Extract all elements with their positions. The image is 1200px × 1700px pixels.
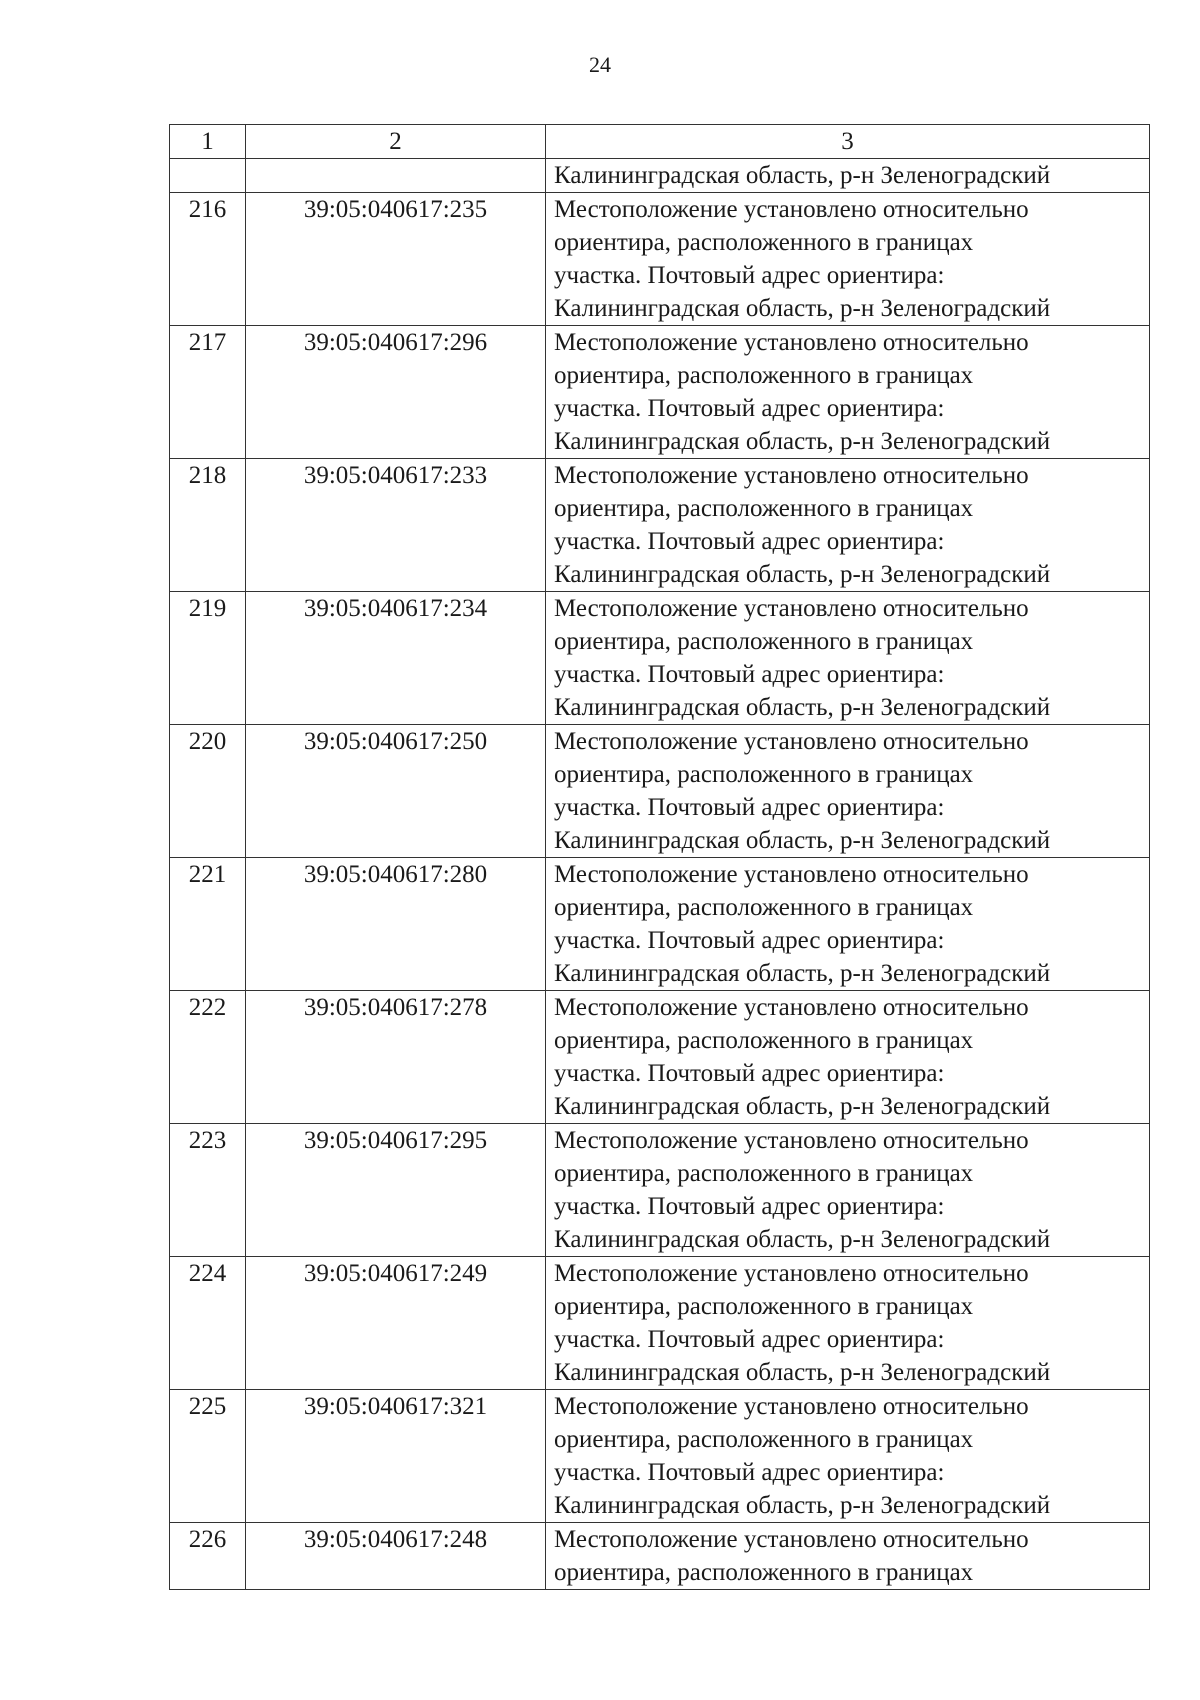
row-number-cell: 222	[170, 991, 246, 1124]
address-cell	[546, 991, 1150, 1124]
address-line: Местоположение установлено относительно	[554, 196, 1029, 223]
address-cell	[546, 1390, 1150, 1523]
address-line: Местоположение установлено относительно	[554, 1127, 1029, 1154]
address-cell	[546, 725, 1150, 858]
row-number-cell: 220	[170, 725, 246, 858]
address-cell	[546, 326, 1150, 459]
address-line: ориентира, расположенного в границах	[554, 229, 974, 256]
address-line: Калининградская область, р-н Зеленоградский	[554, 960, 1051, 987]
address-line: участка. Почтовый адрес ориентира:	[554, 927, 945, 954]
cadastral-number-cell: 39:05:040617:234	[246, 592, 546, 725]
address-line: Калининградская область, р-н Зеленоградский	[554, 162, 1051, 189]
row-number-cell: 225	[170, 1390, 246, 1523]
table-row-continued	[170, 159, 1150, 193]
row-number-cell: 223	[170, 1124, 246, 1257]
address-line: ориентира, расположенного в границах	[554, 1293, 974, 1320]
cadastral-number-cell: 39:05:040617:233	[246, 459, 546, 592]
cadastral-number-cell: 39:05:040617:249	[246, 1257, 546, 1390]
cadastral-number-cell: 39:05:040617:296	[246, 326, 546, 459]
row-number-cell: 224	[170, 1257, 246, 1390]
address-line: участка. Почтовый адрес ориентира:	[554, 528, 945, 555]
table-header-row	[170, 125, 1150, 159]
cadastral-number-cell: 39:05:040617:250	[246, 725, 546, 858]
address-line: участка. Почтовый адрес ориентира:	[554, 262, 945, 289]
table-row	[170, 459, 1150, 592]
parcel-table	[169, 124, 1150, 1590]
cadastral-number-cell: 39:05:040617:278	[246, 991, 546, 1124]
address-line: ориентира, расположенного в границах	[554, 1160, 974, 1187]
address-line: участка. Почтовый адрес ориентира:	[554, 1326, 945, 1353]
address-line: ориентира, расположенного в границах	[554, 761, 974, 788]
address-line: Местоположение установлено относительно	[554, 1526, 1029, 1553]
row-number-cell: 217	[170, 326, 246, 459]
cadastral-number-cell: 39:05:040617:321	[246, 1390, 546, 1523]
address-cell	[546, 459, 1150, 592]
address-cell	[546, 159, 1150, 193]
address-line: Калининградская область, р-н Зеленоградский	[554, 1359, 1051, 1386]
address-line: ориентира, расположенного в границах	[554, 628, 974, 655]
address-line: участка. Почтовый адрес ориентира:	[554, 661, 945, 688]
address-cell	[546, 1523, 1150, 1590]
row-number-cell: 218	[170, 459, 246, 592]
table-row	[170, 858, 1150, 991]
address-line: участка. Почтовый адрес ориентира:	[554, 1060, 945, 1087]
cadastral-number-cell: 39:05:040617:280	[246, 858, 546, 991]
address-line: Калининградская область, р-н Зеленоградский	[554, 295, 1051, 322]
address-line: Местоположение установлено относительно	[554, 861, 1029, 888]
cadastral-number-cell: 39:05:040617:295	[246, 1124, 546, 1257]
address-cell	[546, 1124, 1150, 1257]
cadastral-number-cell: 39:05:040617:235	[246, 193, 546, 326]
table-row	[170, 193, 1150, 326]
row-number-cell: 216	[170, 193, 246, 326]
address-line: Калининградская область, р-н Зеленоградский	[554, 1093, 1051, 1120]
row-number-cell: 226	[170, 1523, 246, 1590]
table-row	[170, 1124, 1150, 1257]
table-row	[170, 1257, 1150, 1390]
address-cell	[546, 1257, 1150, 1390]
address-line: участка. Почтовый адрес ориентира:	[554, 794, 945, 821]
table-row	[170, 326, 1150, 459]
table-row	[170, 1390, 1150, 1523]
address-line: Калининградская область, р-н Зеленоградский	[554, 1226, 1051, 1253]
address-line: участка. Почтовый адрес ориентира:	[554, 1193, 945, 1220]
header-cell-col-3: 3	[546, 125, 1150, 159]
address-cell	[546, 193, 1150, 326]
page-number: 24	[589, 52, 611, 77]
table-body	[170, 125, 1150, 1590]
address-line: участка. Почтовый адрес ориентира:	[554, 1459, 945, 1486]
address-line: ориентира, расположенного в границах	[554, 1559, 974, 1586]
address-cell	[546, 858, 1150, 991]
address-line: Местоположение установлено относительно	[554, 462, 1029, 489]
address-line: Местоположение установлено относительно	[554, 728, 1029, 755]
table-row	[170, 1523, 1150, 1590]
cadastral-number-cell	[246, 159, 546, 193]
address-line: ориентира, расположенного в границах	[554, 1027, 974, 1054]
address-line: Местоположение установлено относительно	[554, 1260, 1029, 1287]
address-line: Местоположение установлено относительно	[554, 994, 1029, 1021]
address-cell	[546, 592, 1150, 725]
address-line: Местоположение установлено относительно	[554, 329, 1029, 356]
table-row	[170, 991, 1150, 1124]
address-line: ориентира, расположенного в границах	[554, 495, 974, 522]
table-row	[170, 592, 1150, 725]
table-row	[170, 725, 1150, 858]
address-line: Калининградская область, р-н Зеленоградский	[554, 1492, 1051, 1519]
header-cell-col-2: 2	[246, 125, 546, 159]
cadastral-number-cell: 39:05:040617:248	[246, 1523, 546, 1590]
address-line: участка. Почтовый адрес ориентира:	[554, 395, 945, 422]
address-line: Калининградская область, р-н Зеленоградский	[554, 561, 1051, 588]
address-line: ориентира, расположенного в границах	[554, 362, 974, 389]
header-cell-col-1: 1	[170, 125, 246, 159]
address-line: ориентира, расположенного в границах	[554, 1426, 974, 1453]
address-line: Калининградская область, р-н Зеленоградский	[554, 694, 1051, 721]
address-line: Калининградская область, р-н Зеленоградский	[554, 428, 1051, 455]
row-number-cell: 221	[170, 858, 246, 991]
address-line: ориентира, расположенного в границах	[554, 894, 974, 921]
address-line: Местоположение установлено относительно	[554, 1393, 1029, 1420]
row-number-cell	[170, 159, 246, 193]
address-line: Местоположение установлено относительно	[554, 595, 1029, 622]
row-number-cell: 219	[170, 592, 246, 725]
address-line: Калининградская область, р-н Зеленоградский	[554, 827, 1051, 854]
